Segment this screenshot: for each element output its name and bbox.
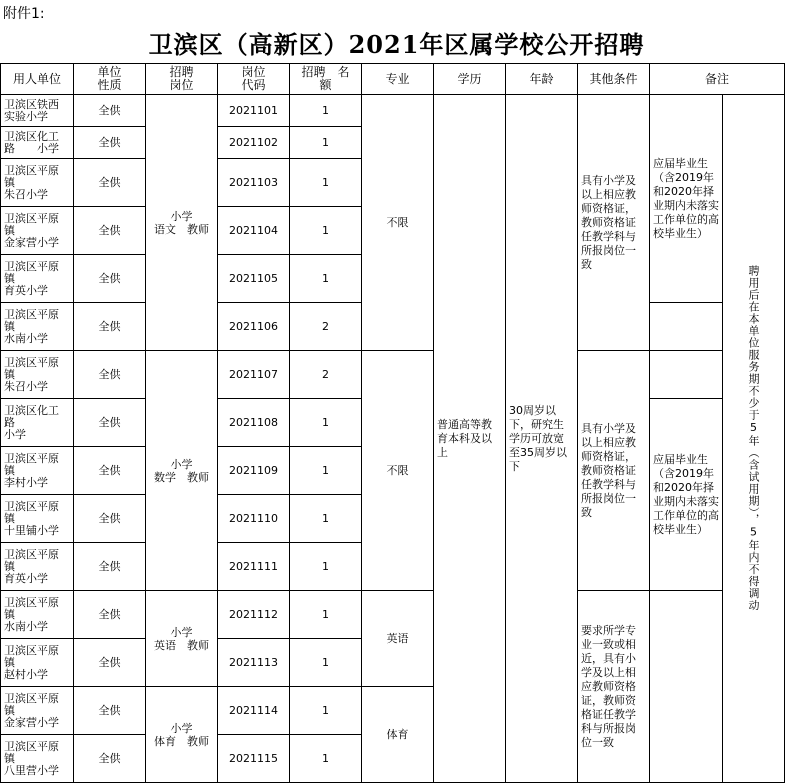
cell-nature: 全供 (74, 495, 146, 543)
cell-nature: 全供 (74, 207, 146, 255)
service-note-text: 聘用后在本单位服务期不少于5年（含试用期），5年内不得调动 (747, 265, 760, 612)
cell-code: 2021110 (218, 495, 290, 543)
table-row (1, 351, 785, 399)
cell-post-english: 小学 英语 教师 (146, 591, 218, 687)
cell-code: 2021107 (218, 351, 290, 399)
cell-education: 普通高等教育本科及以上 (434, 95, 506, 783)
cell-nature: 全供 (74, 255, 146, 303)
cell-code: 2021109 (218, 447, 290, 495)
cell-major-english: 英语 (362, 591, 434, 687)
table-row (1, 591, 785, 639)
header-row (1, 64, 785, 95)
cell-note-blank (650, 591, 723, 783)
cell-condition-1: 具有小学及以上相应教师资格证，教师资格证任教学科与所报岗位一致 (578, 95, 650, 351)
cell-nature: 全供 (74, 687, 146, 735)
cell-note-1: 应届毕业生（含2019年和2020年择业期内未落实工作单位的高校毕业生） (650, 95, 723, 303)
header-nature: 单位 性质 (74, 64, 146, 95)
cell-code: 2021101 (218, 95, 290, 127)
attachment-label: 附件1: (3, 6, 45, 22)
cell-code: 2021106 (218, 303, 290, 351)
cell-count: 1 (290, 399, 362, 447)
cell-nature: 全供 (74, 127, 146, 159)
cell-major-unlimited: 不限 (362, 351, 434, 591)
cell-nature: 全供 (74, 159, 146, 207)
cell-note-2: 应届毕业生（含2019年和2020年择业期内未落实工作单位的高校毕业生） (650, 399, 723, 591)
cell-count: 1 (290, 495, 362, 543)
cell-unit: 卫滨区平原 镇 八里营小学 (1, 735, 74, 783)
cell-unit: 卫滨区平原 镇 水南小学 (1, 303, 74, 351)
cell-nature: 全供 (74, 95, 146, 127)
cell-count: 2 (290, 303, 362, 351)
cell-unit: 卫滨区平原 镇 十里铺小学 (1, 495, 74, 543)
cell-unit: 卫滨区平原 镇 金家营小学 (1, 687, 74, 735)
cell-unit: 卫滨区平原 镇 赵村小学 (1, 639, 74, 687)
cell-count: 1 (290, 255, 362, 303)
cell-count: 1 (290, 735, 362, 783)
page-title: 卫滨区（高新区）2021年区属学校公开招聘 (148, 30, 645, 59)
cell-code: 2021111 (218, 543, 290, 591)
cell-code: 2021103 (218, 159, 290, 207)
cell-post-pe: 小学 体育 教师 (146, 687, 218, 783)
cell-unit: 卫滨区化工 路 小学 (1, 127, 74, 159)
header-major: 专业 (362, 64, 434, 95)
header-unit: 用人单位 (1, 64, 74, 95)
cell-code: 2021112 (218, 591, 290, 639)
header-remark: 备注 (650, 64, 785, 95)
cell-count: 1 (290, 127, 362, 159)
cell-unit: 卫滨区平原 镇 李村小学 (1, 447, 74, 495)
cell-condition-3: 要求所学专业一致或相近，具有小学及以上相应教师资格证，教师资格证任教学科与所报岗位一致 (578, 591, 650, 783)
cell-count: 1 (290, 591, 362, 639)
cell-nature: 全供 (74, 351, 146, 399)
table-row (1, 95, 785, 127)
cell-unit: 卫滨区平原 镇 朱召小学 (1, 351, 74, 399)
cell-condition-2: 具有小学及以上相应教师资格证，教师资格证任教学科与所报岗位一致 (578, 351, 650, 591)
cell-code: 2021113 (218, 639, 290, 687)
cell-service-note (723, 95, 785, 783)
cell-unit: 卫滨区平原 镇 朱召小学 (1, 159, 74, 207)
cell-nature: 全供 (74, 543, 146, 591)
cell-unit: 卫滨区平原 镇 金家营小学 (1, 207, 74, 255)
cell-count: 1 (290, 543, 362, 591)
cell-code: 2021105 (218, 255, 290, 303)
cell-nature: 全供 (74, 447, 146, 495)
cell-post-chinese: 小学 语文 教师 (146, 95, 218, 351)
cell-count: 1 (290, 95, 362, 127)
cell-code: 2021104 (218, 207, 290, 255)
header-code: 岗位 代码 (218, 64, 290, 95)
cell-code: 2021115 (218, 735, 290, 783)
cell-unit: 卫滨区平原 镇 育英小学 (1, 255, 74, 303)
header-age: 年龄 (506, 64, 578, 95)
cell-count: 1 (290, 687, 362, 735)
header-education: 学历 (434, 64, 506, 95)
cell-code: 2021108 (218, 399, 290, 447)
cell-count: 1 (290, 447, 362, 495)
cell-nature: 全供 (74, 639, 146, 687)
cell-count: 1 (290, 159, 362, 207)
cell-post-math: 小学 数学 教师 (146, 351, 218, 591)
header-other: 其他条件 (578, 64, 650, 95)
header-post: 招聘 岗位 (146, 64, 218, 95)
cell-code: 2021114 (218, 687, 290, 735)
cell-unit: 卫滨区化工 路 小学 (1, 399, 74, 447)
cell-count: 2 (290, 351, 362, 399)
cell-note-blank (650, 351, 723, 399)
cell-code: 2021102 (218, 127, 290, 159)
cell-major-unlimited: 不限 (362, 95, 434, 351)
cell-unit: 卫滨区平原 镇 育英小学 (1, 543, 74, 591)
cell-nature: 全供 (74, 735, 146, 783)
cell-count: 1 (290, 207, 362, 255)
cell-count: 1 (290, 639, 362, 687)
cell-note-blank (650, 303, 723, 351)
cell-nature: 全供 (74, 399, 146, 447)
cell-nature: 全供 (74, 591, 146, 639)
recruitment-table (0, 63, 785, 783)
cell-age: 30周岁以下，研究生学历可放宽至35周岁以下 (506, 95, 578, 783)
cell-major-pe: 体育 (362, 687, 434, 783)
cell-unit: 卫滨区平原 镇 水南小学 (1, 591, 74, 639)
header-count: 招聘 名 额 (290, 64, 362, 95)
cell-unit: 卫滨区铁西 实验小学 (1, 95, 74, 127)
cell-nature: 全供 (74, 303, 146, 351)
